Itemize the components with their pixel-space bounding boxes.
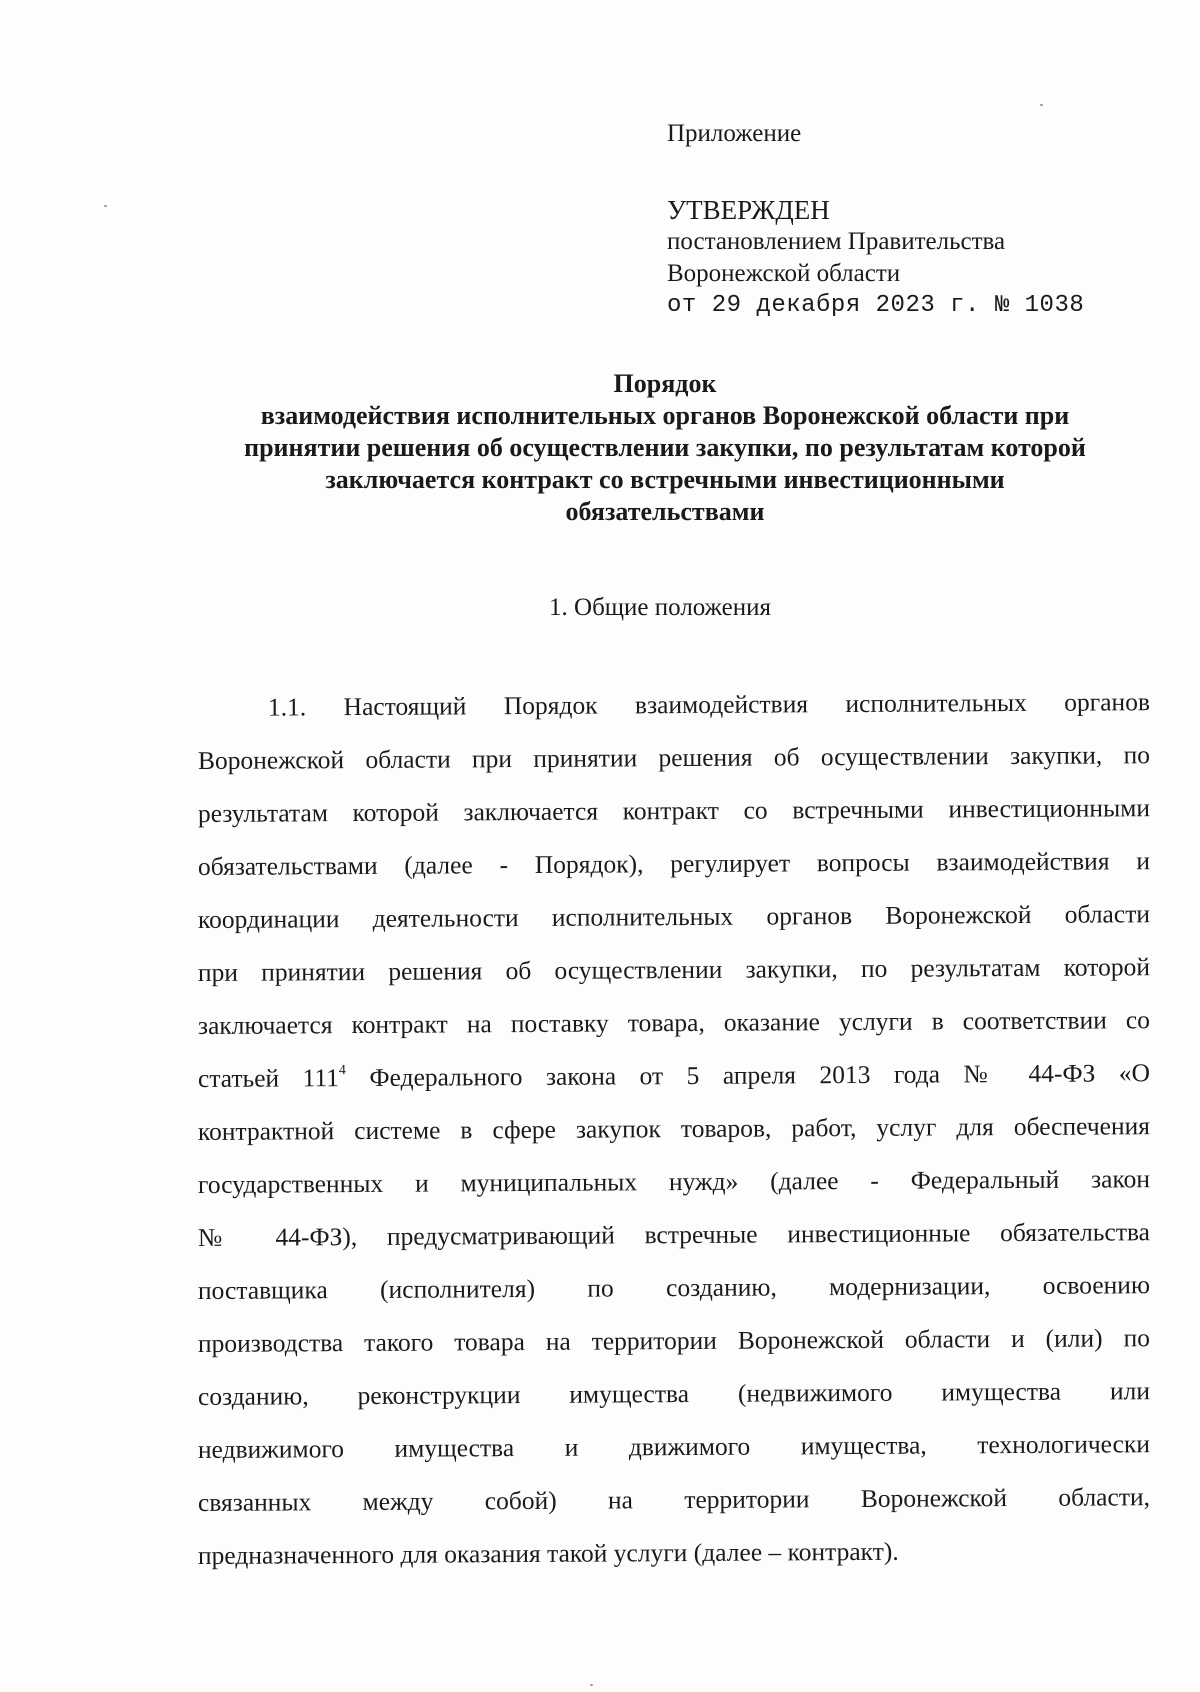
body-line: созданию, реконструкции имущества (недвижимого имущества или [197,1376,1151,1411]
body-text-fragment: Федерального закона от 5 апреля 2013 года № 44-ФЗ «О [345,1058,1151,1093]
approval-line-decree: постановлением Правительства [667,228,1006,255]
body-line: № 44-ФЗ), предусматривающий встречные инвестиционные обязательства [197,1217,1151,1252]
title-line-1: Порядок [613,369,717,398]
approval-date-number: от 29 декабря 2023 г. № 1038 [667,292,1085,319]
approval-stamp: УТВЕРЖДЕН [667,195,830,225]
body-line: контрактной системе в сфере закупок товаров, работ, услуг для обеспечения [197,1111,1151,1146]
body-line: поставщика (исполнителя) по созданию, модернизации, освоению [197,1270,1151,1305]
document-title [190,368,1140,528]
body-line: недвижимого имущества и движимого имущества, технологически [197,1429,1151,1464]
title-line-4: заключается контракт со встречными инвестиционными [325,465,1005,494]
approval-block [667,118,1084,322]
scan-speck [104,205,107,207]
title-line-3: принятии решения об осуществлении закупки, по результатам которой [244,433,1086,462]
body-line: Воронежской области при принятии решения об осуществлении закупки, по [197,740,1151,775]
title-line-2: взаимодействия исполнительных органов Воронежской области при [260,401,1070,430]
approval-line-region: Воронежской области [667,260,901,287]
body-line: государственных и муниципальных нужд» (далее - Федеральный закон [197,1164,1151,1199]
body-line: заключается контракт на поставку товара, оказание услуги в соответствии со [197,1005,1151,1040]
body-line: предназначенного для оказания такой услуги (далее – контракт). [197,1536,899,1570]
scan-speck [1040,104,1043,106]
body-line-with-superscript [198,1053,1150,1112]
body-line: обязательствами (далее - Порядок), регулирует вопросы взаимодействия и [197,846,1151,881]
body-line: 1.1. Настоящий Порядок взаимодействия исполнительных органов [267,687,1151,722]
scan-speck [590,1684,593,1686]
section-heading: 1. Общие положения [549,594,771,621]
body-text-fragment: статьей 111 [197,1063,340,1093]
body-line: при принятии решения об осуществлении закупки, по результатам которой [197,952,1151,987]
body-line: производства такого товара на территории Воронежской области и (или) по [197,1323,1151,1358]
superscript: 4 [338,1063,346,1079]
appendix-label: Приложение [667,120,802,147]
body-line: результатам которой заключается контракт со встречными инвестиционными [197,793,1151,828]
title-line-5: обязательствами [565,497,765,526]
body-paragraph [198,688,1150,1589]
body-line: координации деятельности исполнительных органов Воронежской области [197,899,1151,934]
body-line: связанных между собой) на территории Воронежской области, [197,1482,1151,1517]
